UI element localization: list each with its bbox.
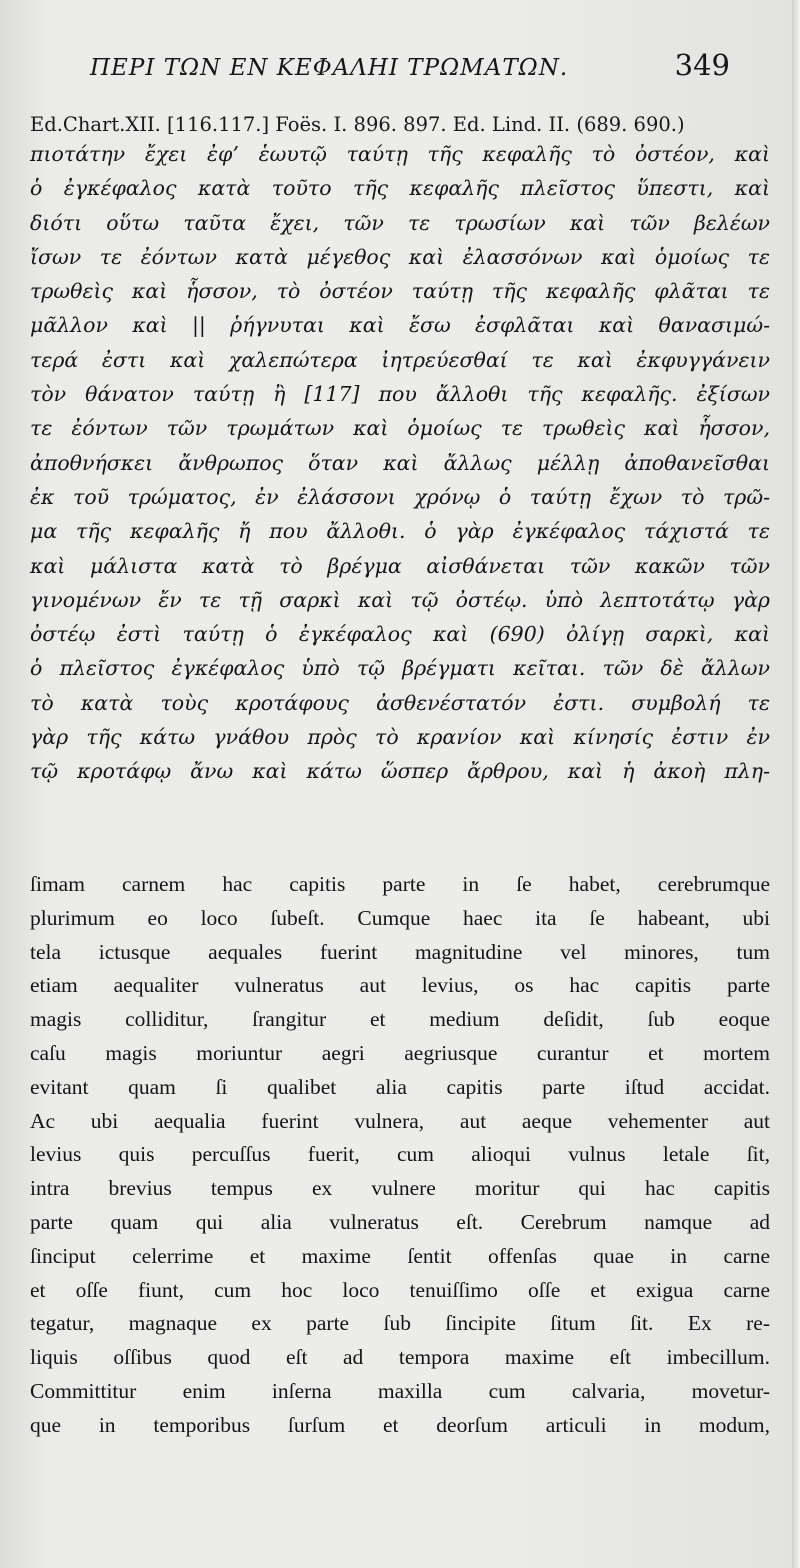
latin-line: evitant quam ſi qualibet alia capitis parte iſtud accidat. — [30, 1074, 770, 1099]
latin-line: et oſſe fiunt, cum hoc loco tenuiſſimo oſſe et exigua carne — [30, 1277, 770, 1302]
greek-line: ἴσων τε ἐόντων κατὰ μέγεθος καὶ ἐλασσόνων καὶ ὁμοίως τε — [30, 244, 770, 269]
latin-line: intra brevius tempus ex vulnere moritur qui hac capitis — [30, 1176, 770, 1201]
latin-line: magis colliditur, ſrangitur et medium deſidit, ſub eoque — [30, 1007, 770, 1032]
latin-line: tegatur, magnaque ex parte ſub ſincipite ſitum ſit. Ex re- — [30, 1311, 770, 1336]
edition-reference: Ed.Chart.XII. [116.117.] Foës. I. 896. 897. Ed. Lind. II. (689. 690.) — [30, 113, 685, 136]
greek-line: τρωθεὶς καὶ ἧσσον, τὸ ὀστέον ταύτῃ τῆς κεφαλῆς φλᾶται τε — [30, 279, 770, 304]
latin-line: plurimum eo loco ſubeſt. Cumque haec ita ſe habeant, ubi — [30, 905, 770, 930]
greek-line: τὸν θάνατον ταύτῃ ἢ [117] που ἄλλοθι τῆς κεφαλῆς. ἐξίσων — [30, 382, 770, 407]
greek-line: γινομένων ἔν τε τῇ σαρκὶ καὶ τῷ ὀστέῳ. ὑπὸ λεπτοτάτῳ γὰρ — [30, 587, 770, 612]
greek-line: διότι οὕτω ταῦτα ἔχει, τῶν τε τρωσίων καὶ τῶν βελέων — [30, 210, 770, 235]
greek-line: ὁ ἐγκέφαλος κατὰ τοῦτο τῆς κεφαλῆς πλεῖστος ὕπεστι, καὶ — [30, 176, 770, 201]
greek-line: γὰρ τῆς κάτω γνάθου πρὸς τὸ κρανίον καὶ κίνησίς ἐστιν ἐν — [30, 725, 770, 750]
greek-line: ἐκ τοῦ τρώματος, ἐν ἐλάσσονι χρόνῳ ὁ ταύτῃ ἔχων τὸ τρῶ- — [30, 484, 770, 509]
greek-line: ἀποθνήσκει ἄνθρωπος ὅταν καὶ ἄλλως μέλλῃ ἀποθανεῖσθαι — [30, 450, 770, 475]
latin-line: Committitur enim inſerna maxilla cum calvaria, movetur- — [30, 1378, 770, 1403]
latin-line: levius quis percuſſus fuerit, cum alioqui vulnus letale ſit, — [30, 1142, 770, 1167]
greek-line: ὁ πλεῖστος ἐγκέφαλος ὑπὸ τῷ βρέγματι κεῖται. τῶν δὲ ἄλλων — [30, 656, 770, 681]
greek-line: τὸ κατὰ τοὺς κροτάφους ἀσθενέστατόν ἐστι. συμβολή τε — [30, 690, 770, 715]
greek-line: πιοτάτην ἔχει ἐφ’ ἑωυτῷ ταύτῃ τῆς κεφαλῆς τὸ ὀστέον, καὶ — [30, 142, 770, 166]
latin-line: etiam aequaliter vulneratus aut levius, os hac capitis parte — [30, 973, 770, 998]
greek-line: μα τῆς κεφαλῆς ἤ που ἄλλοθι. ὁ γὰρ ἐγκέφαλος τάχιστά τε — [30, 519, 770, 544]
latin-line: tela ictusque aequales fuerint magnitudine vel minores, tum — [30, 939, 770, 964]
greek-line: τῷ κροτάφῳ ἄνω καὶ κάτω ὥσπερ ἄρθρου, καὶ ἡ ἀκοὴ πλη- — [30, 759, 770, 784]
latin-text-block — [30, 868, 770, 1443]
page-number: 349 — [674, 48, 730, 82]
greek-line: τε ἐόντων τῶν τρωμάτων καὶ ὁμοίως τε τρωθεὶς καὶ ἧσσον, — [30, 416, 770, 441]
page-edge — [792, 0, 800, 1568]
latin-line: ſinciput celerrime et maxime ſentit offenſas quae in carne — [30, 1243, 770, 1268]
latin-line: ſimam carnem hac capitis parte in ſe habet, cerebrumque — [30, 872, 770, 896]
latin-line: liquis oſſibus quod eſt ad tempora maxime eſt imbecillum. — [30, 1345, 770, 1370]
greek-line: ὀστέῳ ἐστὶ ταύτῃ ὁ ἐγκέφαλος καὶ (690) ὀλίγῃ σαρκὶ, καὶ — [30, 622, 770, 647]
greek-line: τερά ἐστι καὶ χαλεπώτερα ἰητρεύεσθαί τε καὶ ἐκφυγγάνειν — [30, 347, 770, 372]
page-header — [90, 48, 730, 82]
greek-line: μᾶλλον καὶ || ῥήγνυται καὶ ἔσω ἐσφλᾶται καὶ θανασιμώ- — [30, 313, 770, 338]
greek-text-block — [30, 137, 770, 789]
running-title: ΠΕΡΙ ΤΩΝ ΕΝ ΚΕΦΑΛΗΙ ΤΡΩΜΑΤΩΝ. — [90, 55, 569, 81]
latin-line: que in temporibus ſurſum et deorſum articuli in modum, — [30, 1412, 770, 1437]
latin-line: parte quam qui alia vulneratus eſt. Cerebrum namque ad — [30, 1209, 770, 1234]
greek-line: καὶ μάλιστα κατὰ τὸ βρέγμα αἰσθάνεται τῶν κακῶν τῶν — [30, 553, 770, 578]
latin-line: Ac ubi aequalia fuerint vulnera, aut aeque vehementer aut — [30, 1108, 770, 1133]
latin-line: caſu magis moriuntur aegri aegriusque curantur et mortem — [30, 1040, 770, 1065]
